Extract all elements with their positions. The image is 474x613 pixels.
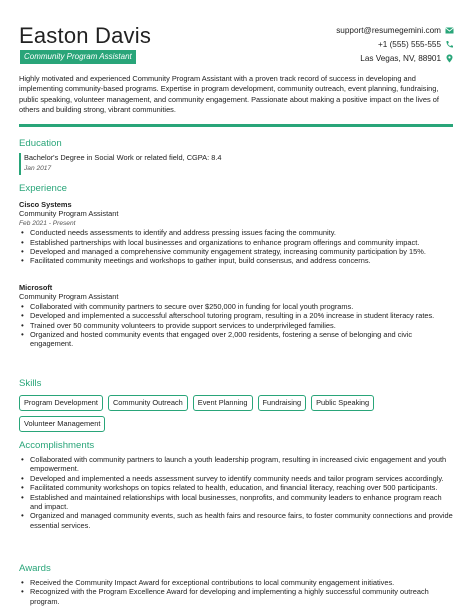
job-bullets bbox=[19, 302, 455, 349]
skill-chip: Event Planning bbox=[193, 395, 253, 411]
education-accent-bar bbox=[19, 153, 21, 175]
list-item: • Trained over 50 community volunteers to provide support services to underprivileged families. bbox=[19, 321, 455, 330]
awards-heading: Awards bbox=[19, 563, 51, 574]
location-text: Las Vegas, NV, 88901 bbox=[360, 53, 441, 63]
list-item: • Developed and implemented a successful afterschool tutoring program, resulting in a 20% increase in student literacy rates. bbox=[19, 311, 455, 320]
skills-list bbox=[19, 395, 453, 432]
accomplishments-block bbox=[19, 455, 455, 530]
list-item: • Organized and managed community events, such as health fairs and resource fairs, to foster community connections and provide essential services. bbox=[19, 511, 455, 530]
location-row bbox=[336, 52, 454, 66]
section-divider bbox=[19, 124, 453, 127]
phone-row bbox=[336, 38, 454, 52]
job-date: Feb 2021 - Present bbox=[19, 219, 76, 227]
job-role: Community Program Assistant bbox=[19, 292, 119, 302]
list-item: • Organized and hosted community events that engaged over 2,000 residents, fostering a sense of belonging and civic engagement. bbox=[19, 330, 455, 349]
list-item: • Collaborated with community partners to secure over $250,000 in funding for local youth programs. bbox=[19, 302, 455, 311]
education-date: Jan 2017 bbox=[24, 164, 52, 172]
job-bullets bbox=[19, 228, 455, 266]
contact-info bbox=[336, 24, 454, 65]
company-name: Microsoft bbox=[19, 283, 53, 292]
list-item: • Received the Community Impact Award for exceptional contributions to local community engagement initiatives. bbox=[19, 578, 455, 587]
education-heading: Education bbox=[19, 138, 62, 149]
phone-text[interactable]: +1 (555) 555-555 bbox=[377, 39, 441, 49]
job-title-badge: Community Program Assistant bbox=[20, 50, 136, 64]
accomplishments-list bbox=[19, 455, 455, 530]
degree-text: Bachelor's Degree in Social Work or related field, CGPA: 8.4 bbox=[24, 153, 222, 162]
list-item: • Established partnerships with local businesses and organizations to enhance program offerings and community impact. bbox=[19, 238, 455, 247]
list-item: • Facilitated community meetings and workshops to gather input, build consensus, and address concerns. bbox=[19, 256, 455, 265]
list-item: • Developed and implemented a needs assessment survey to identify community needs and tailor program services accordingly. bbox=[19, 474, 455, 483]
email-row bbox=[336, 24, 454, 38]
list-item: • Collaborated with community partners to launch a youth leadership program, resulting in increased civic engagement and youth empowerment. bbox=[19, 455, 455, 474]
skill-chip: Volunteer Management bbox=[19, 416, 105, 432]
job-entry-microsoft bbox=[19, 283, 455, 349]
envelope-icon bbox=[445, 26, 454, 35]
job-role: Community Program Assistant bbox=[19, 209, 119, 219]
list-item: • Conducted needs assessments to identify and address pressing issues facing the community. bbox=[19, 228, 455, 237]
map-pin-icon bbox=[445, 54, 454, 63]
skill-chip: Fundraising bbox=[258, 395, 307, 411]
awards-list bbox=[19, 578, 455, 606]
accomplishments-heading: Accomplishments bbox=[19, 440, 95, 451]
skill-chip: Public Speaking bbox=[311, 395, 374, 411]
skill-chip: Community Outreach bbox=[108, 395, 188, 411]
list-item: • Established and maintained relationships with local businesses, nonprofits, and community leaders to enhance program reach and impact. bbox=[19, 493, 455, 512]
summary-paragraph: Highly motivated and experienced Community Program Assistant with a proven track record of success in developing and implementing community-based programs. Expertise in program development, community outreach, event planning, fundraising, public speaking, volunteer management, and community engagement. Passionate about making a positive impact on the lives of others and building strong, vibrant communities. bbox=[19, 74, 439, 115]
list-item: • Developed and managed a comprehensive community engagement strategy, increasing community participation by 15%. bbox=[19, 247, 455, 256]
list-item: • Recognized with the Program Excellence Award for developing and implementing a highly successful community outreach program. bbox=[19, 587, 455, 606]
resume-header bbox=[19, 24, 454, 68]
skill-chip: Program Development bbox=[19, 395, 103, 411]
experience-heading: Experience bbox=[19, 183, 67, 194]
awards-block bbox=[19, 578, 455, 606]
skills-heading: Skills bbox=[19, 378, 42, 389]
candidate-name: Easton Davis bbox=[19, 23, 152, 48]
company-name: Cisco Systems bbox=[19, 200, 72, 209]
email-text[interactable]: support@resumegemini.com bbox=[336, 26, 441, 35]
list-item: • Facilitated community workshops on topics related to health, education, and financial literacy, reaching over 500 participants. bbox=[19, 483, 455, 492]
education-entry bbox=[24, 153, 222, 174]
job-entry-cisco bbox=[19, 200, 455, 266]
phone-icon bbox=[445, 40, 454, 49]
